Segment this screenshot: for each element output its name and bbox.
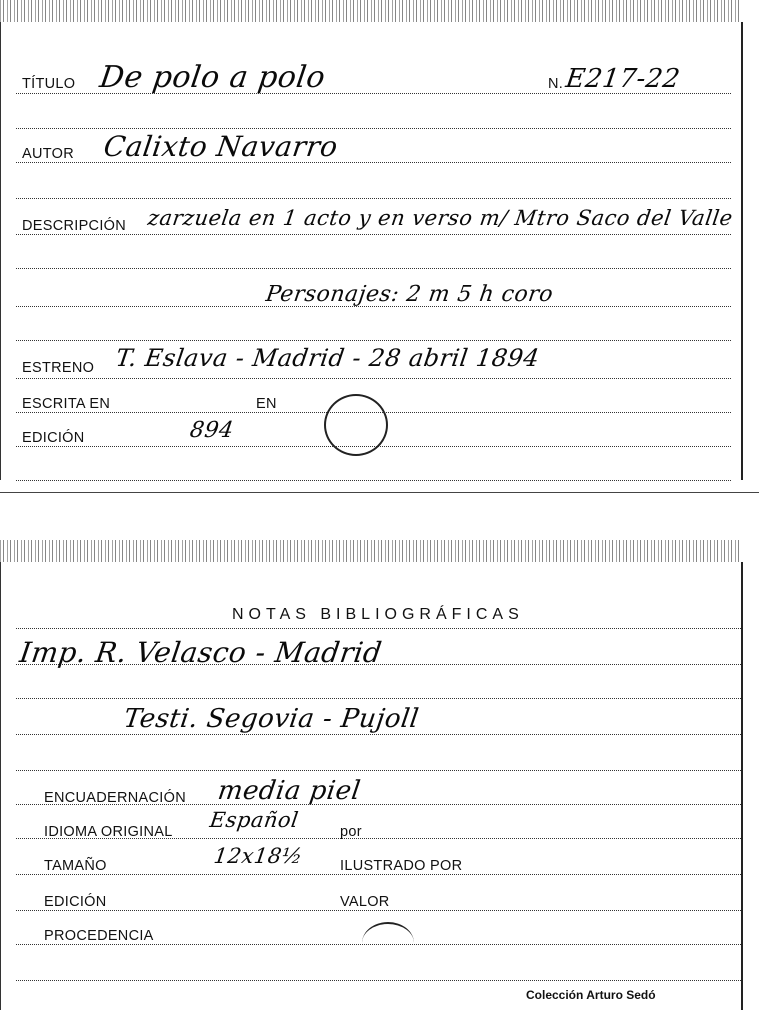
edicion-label: EDICIÓN [22,430,85,446]
autor-label: AUTOR [22,146,74,162]
procedencia-label: PROCEDENCIA [44,928,154,944]
rule-line [16,268,731,269]
note-line-1: Imp. R. Velasco - Madrid [17,636,385,669]
rule-line [16,980,741,981]
por-label: por [340,824,362,840]
titulo-value: De polo a polo [97,60,328,95]
descripcion-label: DESCRIPCIÓN [22,218,127,234]
tamano-value: 12x18½ [212,844,305,868]
card-separator [0,492,759,493]
edicion-value: 894 [188,418,236,443]
rule-line [16,734,741,735]
numero-label: N. [548,76,564,92]
rule-line [16,480,731,481]
idioma-value: Español [208,808,301,832]
notas-heading: NOTAS BIBLIOGRÁFICAS [232,606,524,623]
idioma-label: IDIOMA ORIGINAL [44,824,173,840]
rule-line [16,198,731,199]
stamp-circle [324,394,388,456]
ilustrado-label: ILUSTRADO POR [340,858,463,874]
encuadernacion-value: media piel [215,776,363,806]
escrita-label: ESCRITA EN [22,396,111,412]
estreno-value: T. Eslava - Madrid - 28 abril 1894 [114,344,542,372]
personajes-value: Personajes: 2 m 5 h coro [264,282,555,307]
tamano-label: TAMAÑO [44,858,107,874]
stamp-arc [362,922,414,964]
rule-line [16,698,741,699]
edicion-label-2: EDICIÓN [44,894,107,910]
note-line-2: Testi. Segovia - Pujoll [121,704,421,734]
rule-line [16,910,741,911]
rule-line [16,874,741,875]
numero-value: E217-22 [563,64,683,94]
catalog-card-back [0,540,742,1010]
estreno-label: ESTRENO [22,360,95,376]
en-label: EN [256,396,277,412]
valor-label: VALOR [340,894,390,910]
catalog-card-front [0,0,742,488]
rule-line [16,628,741,629]
titulo-label: TÍTULO [22,76,76,92]
collection-footer: Colección Arturo Sedó [526,988,656,1002]
rule-line [16,234,731,235]
rule-line [16,378,731,379]
card-top-edge [0,0,742,22]
card-top-edge [0,540,742,562]
encuadernacion-label: ENCUADERNACIÓN [44,790,186,806]
descripcion-value: zarzuela en 1 acto y en verso m/ Mtro Saco del Valle [146,206,735,230]
rule-line [16,340,731,341]
autor-value: Calixto Navarro [101,130,340,163]
rule-line [16,770,741,771]
rule-line [16,128,731,129]
